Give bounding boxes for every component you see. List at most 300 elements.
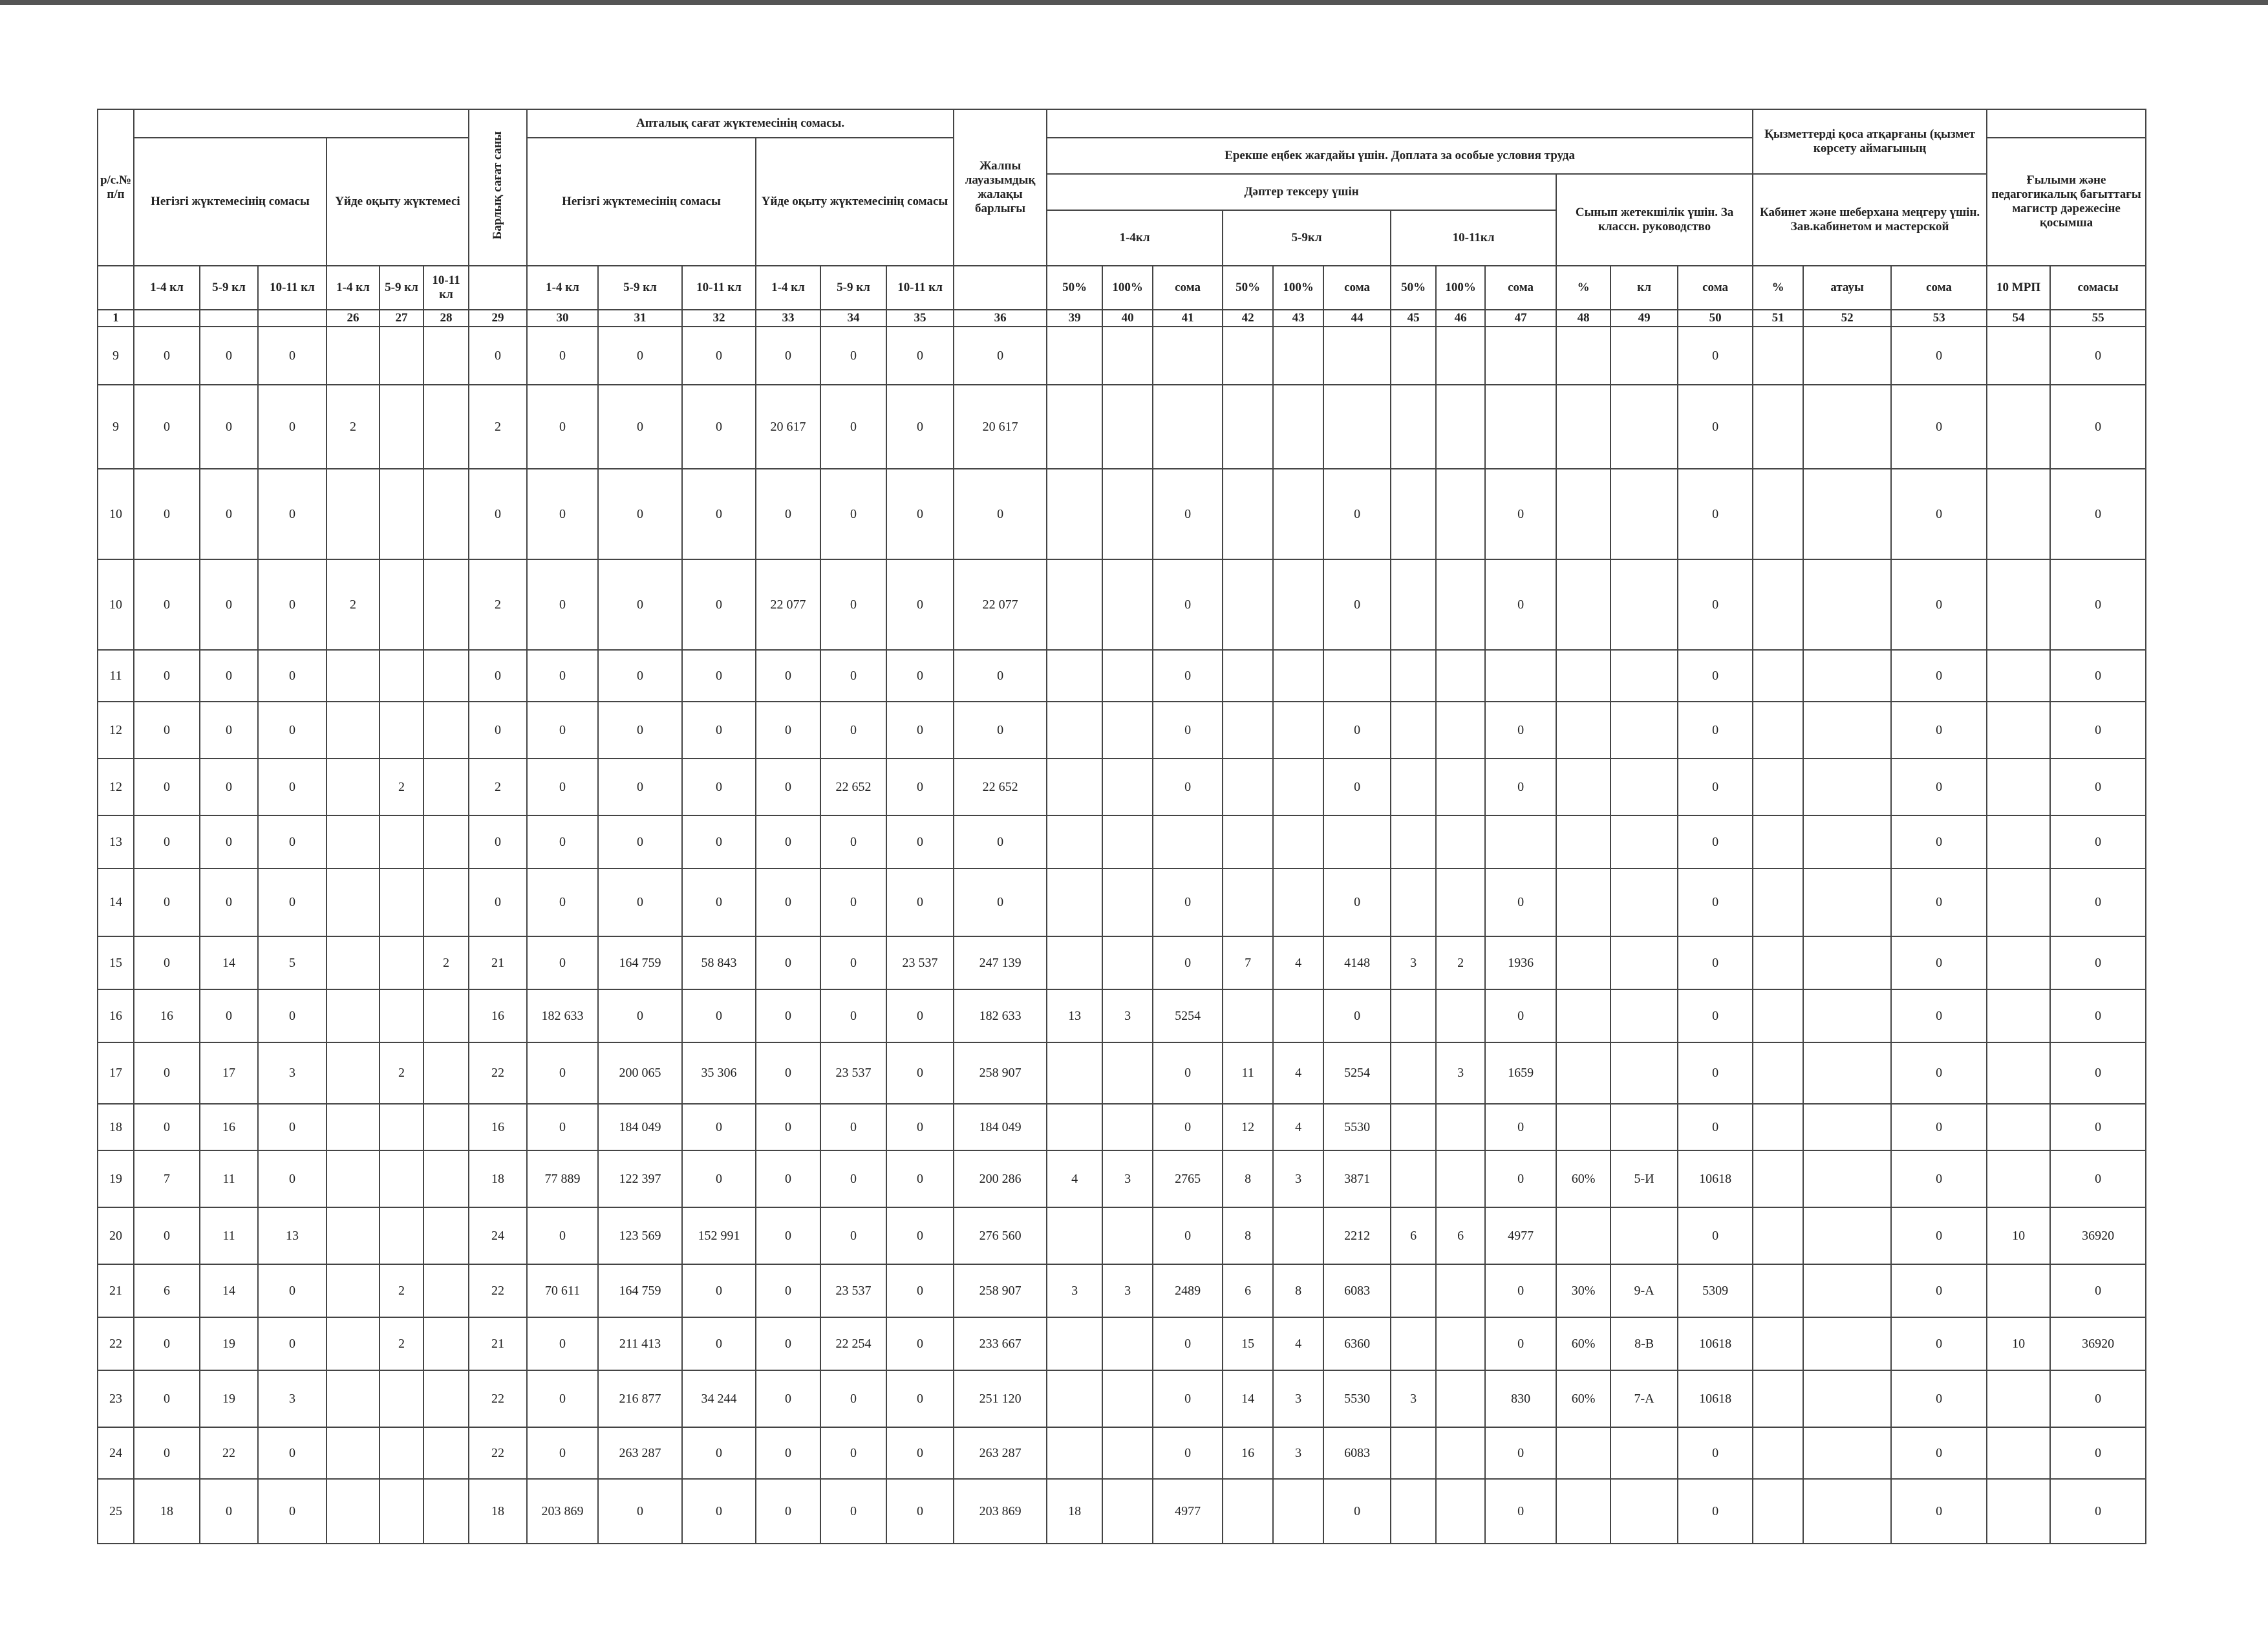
- table-cell: [1436, 1370, 1485, 1427]
- table-cell: 0: [682, 469, 756, 559]
- grade-5-9-header: 5-9кл: [1223, 210, 1391, 266]
- table-cell: 0: [527, 702, 598, 759]
- table-row: [98, 1104, 2146, 1150]
- table-cell: 23 537: [820, 1042, 886, 1104]
- table-cell: [1223, 469, 1273, 559]
- column-number: 53: [1891, 310, 1987, 327]
- table-cell: [1102, 1427, 1153, 1479]
- table-cell: 0: [1323, 759, 1391, 815]
- class-lead-pct-label: %: [1556, 266, 1610, 310]
- table-cell: [1273, 650, 1323, 702]
- table-cell: 0: [200, 702, 258, 759]
- column-number: 47: [1485, 310, 1556, 327]
- g1011-50-label: 50%: [1391, 266, 1436, 310]
- table-cell: 0: [756, 1150, 820, 1207]
- table-cell: 0: [886, 650, 954, 702]
- table-cell: [1753, 815, 1803, 868]
- table-cell: 0: [886, 1264, 954, 1317]
- table-cell: [1047, 815, 1102, 868]
- sum-home-1-4-label: 1-4 кл: [756, 266, 820, 310]
- table-cell: [1803, 1427, 1891, 1479]
- staff-load-sheet: [97, 109, 2146, 1544]
- table-cell: [423, 989, 469, 1042]
- table-cell: [1391, 815, 1436, 868]
- table-cell: 8: [1223, 1150, 1273, 1207]
- table-cell: 16: [469, 989, 527, 1042]
- empty-sub-label: [469, 266, 527, 310]
- table-cell: [1753, 1264, 1803, 1317]
- table-cell: [1436, 385, 1485, 469]
- column-number: 32: [682, 310, 756, 327]
- table-cell: 0: [1678, 1207, 1753, 1264]
- table-cell: [1987, 759, 2050, 815]
- table-cell: [1556, 650, 1610, 702]
- table-row: [98, 1042, 2146, 1104]
- sum-basic-10-11-label: 10-11 кл: [682, 266, 756, 310]
- table-cell: 2: [380, 1264, 423, 1317]
- table-cell: 3: [1436, 1042, 1485, 1104]
- table-cell: 0: [886, 469, 954, 559]
- table-cell: 0: [1153, 559, 1223, 650]
- table-cell: [1273, 759, 1323, 815]
- table-cell: 0: [200, 559, 258, 650]
- table-cell: 18: [1047, 1479, 1102, 1544]
- table-cell: 184 049: [954, 1104, 1047, 1150]
- table-row: [98, 815, 2146, 868]
- table-cell: [380, 1427, 423, 1479]
- table-cell: [1485, 327, 1556, 385]
- table-cell: [1273, 327, 1323, 385]
- column-number: 40: [1102, 310, 1153, 327]
- table-cell: 0: [200, 385, 258, 469]
- table-cell: 11: [200, 1150, 258, 1207]
- table-cell: 0: [1153, 650, 1223, 702]
- table-cell: 0: [258, 469, 326, 559]
- table-cell: 2: [469, 759, 527, 815]
- table-cell: [423, 1207, 469, 1264]
- class-lead-header: Сынып жетекшілік үшін. За классн. руководство: [1556, 174, 1753, 266]
- table-cell: [1102, 559, 1153, 650]
- table-cell: 0: [886, 1150, 954, 1207]
- table-cell: 0: [954, 327, 1047, 385]
- table-cell: [1803, 936, 1891, 989]
- table-cell: [1556, 936, 1610, 989]
- table-cell: 0: [1678, 815, 1753, 868]
- table-cell: [1223, 702, 1273, 759]
- table-cell: [1556, 1042, 1610, 1104]
- table-cell: 22: [200, 1427, 258, 1479]
- column-number: 55: [2050, 310, 2146, 327]
- table-row: [98, 1427, 2146, 1479]
- table-cell: 0: [1891, 1042, 1987, 1104]
- table-cell: 0: [1678, 989, 1753, 1042]
- column-number: 28: [423, 310, 469, 327]
- table-cell: 0: [598, 702, 682, 759]
- table-cell: 0: [954, 702, 1047, 759]
- table-cell: 30%: [1556, 1264, 1610, 1317]
- table-cell: 0: [1678, 1427, 1753, 1479]
- table-cell: [1047, 650, 1102, 702]
- table-cell: [380, 1207, 423, 1264]
- table-cell: 0: [1485, 1150, 1556, 1207]
- table-cell: [1047, 559, 1102, 650]
- table-cell: 60%: [1556, 1317, 1610, 1370]
- table-cell: 0: [1891, 1317, 1987, 1370]
- table-cell: 0: [1891, 1104, 1987, 1150]
- table-cell: [1556, 1207, 1610, 1264]
- table-cell: 152 991: [682, 1207, 756, 1264]
- table-cell: 0: [1678, 559, 1753, 650]
- table-cell: 2489: [1153, 1264, 1223, 1317]
- table-cell: [326, 989, 380, 1042]
- table-cell: 0: [1153, 1317, 1223, 1370]
- table-cell: [380, 989, 423, 1042]
- table-cell: [1273, 815, 1323, 868]
- table-cell: [1987, 469, 2050, 559]
- table-cell: 0: [2050, 702, 2146, 759]
- column-number: [134, 310, 200, 327]
- table-cell: [326, 1264, 380, 1317]
- table-cell: [326, 1317, 380, 1370]
- table-cell: [1803, 1104, 1891, 1150]
- table-cell: 0: [886, 1104, 954, 1150]
- table-cell: [1987, 385, 2050, 469]
- table-cell: [326, 868, 380, 936]
- column-number: 44: [1323, 310, 1391, 327]
- table-cell: [1753, 936, 1803, 989]
- table-cell: [1556, 702, 1610, 759]
- table-cell: 0: [682, 385, 756, 469]
- home-load-sum-header: Үйде оқыту жүктемесінің сомасы: [756, 138, 954, 266]
- table-cell: [1391, 385, 1436, 469]
- table-cell: 22: [469, 1370, 527, 1427]
- table-cell: 0: [1678, 1042, 1753, 1104]
- table-cell: 23 537: [886, 936, 954, 989]
- table-cell: [1047, 702, 1102, 759]
- table-cell: [1987, 1150, 2050, 1207]
- table-cell: 0: [1153, 1370, 1223, 1427]
- table-cell: 0: [1485, 559, 1556, 650]
- table-row: [98, 868, 2146, 936]
- col-total-hours-header: Барлық сағат саны: [469, 109, 527, 266]
- column-number: [200, 310, 258, 327]
- table-cell: [1102, 1370, 1153, 1427]
- table-cell: [1102, 868, 1153, 936]
- home-5-9-label: 5-9 кл: [380, 266, 423, 310]
- table-cell: [1610, 469, 1678, 559]
- table-cell: 0: [1485, 1479, 1556, 1544]
- table-cell: 0: [2050, 1104, 2146, 1150]
- table-cell: [1436, 1479, 1485, 1544]
- table-cell: [1153, 327, 1223, 385]
- table-cell: 0: [1891, 759, 1987, 815]
- table-cell: 0: [2050, 989, 2146, 1042]
- table-cell: [1803, 1150, 1891, 1207]
- table-cell: [380, 1370, 423, 1427]
- table-cell: 0: [1891, 1479, 1987, 1544]
- table-cell: [1556, 868, 1610, 936]
- table-cell: [423, 1150, 469, 1207]
- empty-sub-label: [954, 266, 1047, 310]
- table-cell: 0: [820, 989, 886, 1042]
- g59-100-label: 100%: [1273, 266, 1323, 310]
- blank-header-far-right: [1987, 109, 2146, 138]
- table-cell: 0: [527, 385, 598, 469]
- table-cell: [1391, 1042, 1436, 1104]
- g1011-100-label: 100%: [1436, 266, 1485, 310]
- table-cell: 19: [98, 1150, 134, 1207]
- table-cell: [1753, 989, 1803, 1042]
- table-cell: 0: [1678, 868, 1753, 936]
- table-cell: 0: [886, 702, 954, 759]
- cabinet-atauy-label: атауы: [1803, 266, 1891, 310]
- table-cell: 0: [134, 936, 200, 989]
- table-cell: 7: [1223, 936, 1273, 989]
- table-cell: [1323, 815, 1391, 868]
- col-pn-header: р/с.№ п/п: [98, 109, 134, 266]
- table-cell: 0: [820, 1479, 886, 1544]
- table-cell: 164 759: [598, 1264, 682, 1317]
- basic-10-11-label: 10-11 кл: [258, 266, 326, 310]
- table-cell: 20: [98, 1207, 134, 1264]
- table-cell: 6: [1391, 1207, 1436, 1264]
- table-cell: [1556, 1427, 1610, 1479]
- table-cell: [326, 936, 380, 989]
- table-cell: [1391, 1479, 1436, 1544]
- table-cell: 0: [1323, 559, 1391, 650]
- table-cell: 0: [954, 650, 1047, 702]
- table-cell: 5: [258, 936, 326, 989]
- table-cell: 3: [1102, 1150, 1153, 1207]
- table-cell: [1102, 936, 1153, 989]
- table-cell: 0: [200, 650, 258, 702]
- table-cell: [1803, 989, 1891, 1042]
- table-cell: 2: [1436, 936, 1485, 989]
- table-row: [98, 469, 2146, 559]
- table-cell: [1556, 559, 1610, 650]
- table-cell: 22 077: [756, 559, 820, 650]
- table-cell: 0: [527, 868, 598, 936]
- table-cell: 0: [2050, 1370, 2146, 1427]
- table-cell: [1485, 815, 1556, 868]
- table-cell: 830: [1485, 1370, 1556, 1427]
- table-cell: 0: [1153, 1207, 1223, 1264]
- table-cell: [1102, 702, 1153, 759]
- table-cell: 22 652: [820, 759, 886, 815]
- table-cell: 0: [1891, 1207, 1987, 1264]
- table-cell: [1223, 759, 1273, 815]
- table-cell: 0: [756, 989, 820, 1042]
- table-cell: 0: [756, 868, 820, 936]
- table-cell: 0: [258, 1427, 326, 1479]
- table-cell: 0: [820, 469, 886, 559]
- table-cell: 9-А: [1610, 1264, 1678, 1317]
- table-cell: 5254: [1153, 989, 1223, 1042]
- table-cell: [1391, 1317, 1436, 1370]
- table-cell: 22 652: [954, 759, 1047, 815]
- table-cell: [423, 650, 469, 702]
- table-cell: [1436, 1317, 1485, 1370]
- table-cell: [423, 469, 469, 559]
- table-cell: 2: [326, 559, 380, 650]
- table-cell: [1391, 1104, 1436, 1150]
- table-cell: 6083: [1323, 1264, 1391, 1317]
- table-cell: 0: [1323, 989, 1391, 1042]
- table-cell: 11: [200, 1207, 258, 1264]
- class-lead-kl-label: кл: [1610, 266, 1678, 310]
- table-cell: [423, 868, 469, 936]
- basic-1-4-label: 1-4 кл: [134, 266, 200, 310]
- table-row: [98, 327, 2146, 385]
- table-cell: [1047, 327, 1102, 385]
- table-cell: 0: [258, 327, 326, 385]
- table-cell: 0: [1891, 1150, 1987, 1207]
- table-cell: [1102, 815, 1153, 868]
- table-cell: [1391, 559, 1436, 650]
- table-cell: 3: [1273, 1370, 1323, 1427]
- table-cell: 0: [756, 327, 820, 385]
- table-cell: [1391, 327, 1436, 385]
- table-cell: 0: [258, 1479, 326, 1544]
- table-cell: 16: [1223, 1427, 1273, 1479]
- table-cell: [1323, 650, 1391, 702]
- column-number: 50: [1678, 310, 1753, 327]
- table-cell: 19: [200, 1317, 258, 1370]
- table-cell: [1273, 989, 1323, 1042]
- table-row: [98, 1207, 2146, 1264]
- table-cell: 0: [1485, 1317, 1556, 1370]
- table-cell: 263 287: [954, 1427, 1047, 1479]
- table-cell: [1610, 385, 1678, 469]
- table-cell: [1987, 1370, 2050, 1427]
- table-cell: 0: [756, 702, 820, 759]
- table-cell: 3: [1273, 1150, 1323, 1207]
- table-cell: 14: [200, 936, 258, 989]
- table-cell: 23 537: [820, 1264, 886, 1317]
- table-cell: [1436, 327, 1485, 385]
- table-cell: [1223, 1479, 1273, 1544]
- table-cell: 0: [886, 1370, 954, 1427]
- table-cell: 0: [820, 1150, 886, 1207]
- table-cell: 34 244: [682, 1370, 756, 1427]
- table-cell: 0: [258, 989, 326, 1042]
- table-cell: [326, 815, 380, 868]
- table-cell: [1803, 702, 1891, 759]
- table-cell: 276 560: [954, 1207, 1047, 1264]
- home-load-header: Үйде оқыту жүктемесі: [326, 138, 469, 266]
- table-cell: 0: [954, 815, 1047, 868]
- table-cell: 10: [98, 559, 134, 650]
- table-cell: 70 611: [527, 1264, 598, 1317]
- table-cell: 0: [258, 702, 326, 759]
- table-cell: 36920: [2050, 1317, 2146, 1370]
- column-number: 27: [380, 310, 423, 327]
- table-cell: 6: [1223, 1264, 1273, 1317]
- table-cell: 14: [200, 1264, 258, 1317]
- table-cell: 0: [598, 327, 682, 385]
- class-lead-soma-label: сома: [1678, 266, 1753, 310]
- table-cell: 22: [469, 1042, 527, 1104]
- table-cell: 0: [886, 989, 954, 1042]
- home-1-4-label: 1-4 кл: [326, 266, 380, 310]
- table-cell: 0: [134, 1104, 200, 1150]
- table-cell: [380, 1479, 423, 1544]
- table-cell: 4: [1273, 1317, 1323, 1370]
- table-cell: 0: [134, 702, 200, 759]
- table-cell: [1102, 469, 1153, 559]
- column-number: 52: [1803, 310, 1891, 327]
- table-cell: 0: [682, 1479, 756, 1544]
- table-cell: 0: [886, 815, 954, 868]
- table-cell: [1391, 759, 1436, 815]
- blank-header: [134, 109, 469, 138]
- table-cell: 8: [1273, 1264, 1323, 1317]
- table-cell: 0: [820, 1207, 886, 1264]
- table-cell: 0: [954, 868, 1047, 936]
- table-cell: 3: [1047, 1264, 1102, 1317]
- table-row: [98, 559, 2146, 650]
- table-cell: 13: [98, 815, 134, 868]
- table-cell: 0: [200, 327, 258, 385]
- table-cell: 0: [258, 1317, 326, 1370]
- table-cell: [1223, 559, 1273, 650]
- table-cell: [380, 469, 423, 559]
- table-cell: 16: [469, 1104, 527, 1150]
- table-cell: [1610, 1207, 1678, 1264]
- table-cell: 0: [469, 650, 527, 702]
- table-cell: [1753, 868, 1803, 936]
- table-cell: [1047, 936, 1102, 989]
- table-cell: [1391, 1150, 1436, 1207]
- table-cell: 0: [2050, 1150, 2146, 1207]
- table-cell: [1556, 1104, 1610, 1150]
- table-cell: 24: [469, 1207, 527, 1264]
- table-cell: 0: [1678, 469, 1753, 559]
- table-cell: [1753, 1150, 1803, 1207]
- table-cell: 0: [1485, 1264, 1556, 1317]
- table-cell: 19: [200, 1370, 258, 1427]
- table-cell: [1153, 815, 1223, 868]
- table-cell: 25: [98, 1479, 134, 1544]
- table-cell: 182 633: [954, 989, 1047, 1042]
- notebook-check-header: Дәптер тексеру үшін: [1047, 174, 1556, 210]
- table-cell: 16: [200, 1104, 258, 1150]
- table-cell: 0: [1153, 702, 1223, 759]
- table-cell: [1610, 1104, 1678, 1150]
- column-number: 33: [756, 310, 820, 327]
- table-cell: [1436, 815, 1485, 868]
- table-cell: [1436, 989, 1485, 1042]
- table-cell: 4: [1273, 1042, 1323, 1104]
- table-cell: 0: [527, 1427, 598, 1479]
- table-cell: 0: [1891, 815, 1987, 868]
- table-cell: 123 569: [598, 1207, 682, 1264]
- table-cell: 0: [258, 650, 326, 702]
- table-cell: 0: [469, 469, 527, 559]
- table-cell: 5-И: [1610, 1150, 1678, 1207]
- table-cell: 23: [98, 1370, 134, 1427]
- table-cell: [423, 702, 469, 759]
- table-cell: 4148: [1323, 936, 1391, 989]
- table-cell: [1047, 385, 1102, 469]
- table-cell: 7: [134, 1150, 200, 1207]
- column-number: 1: [98, 310, 134, 327]
- table-cell: 0: [134, 1042, 200, 1104]
- table-cell: 0: [2050, 1042, 2146, 1104]
- table-cell: 16: [98, 989, 134, 1042]
- sum-basic-1-4-label: 1-4 кл: [527, 266, 598, 310]
- science-somasy-label: сомасы: [2050, 266, 2146, 310]
